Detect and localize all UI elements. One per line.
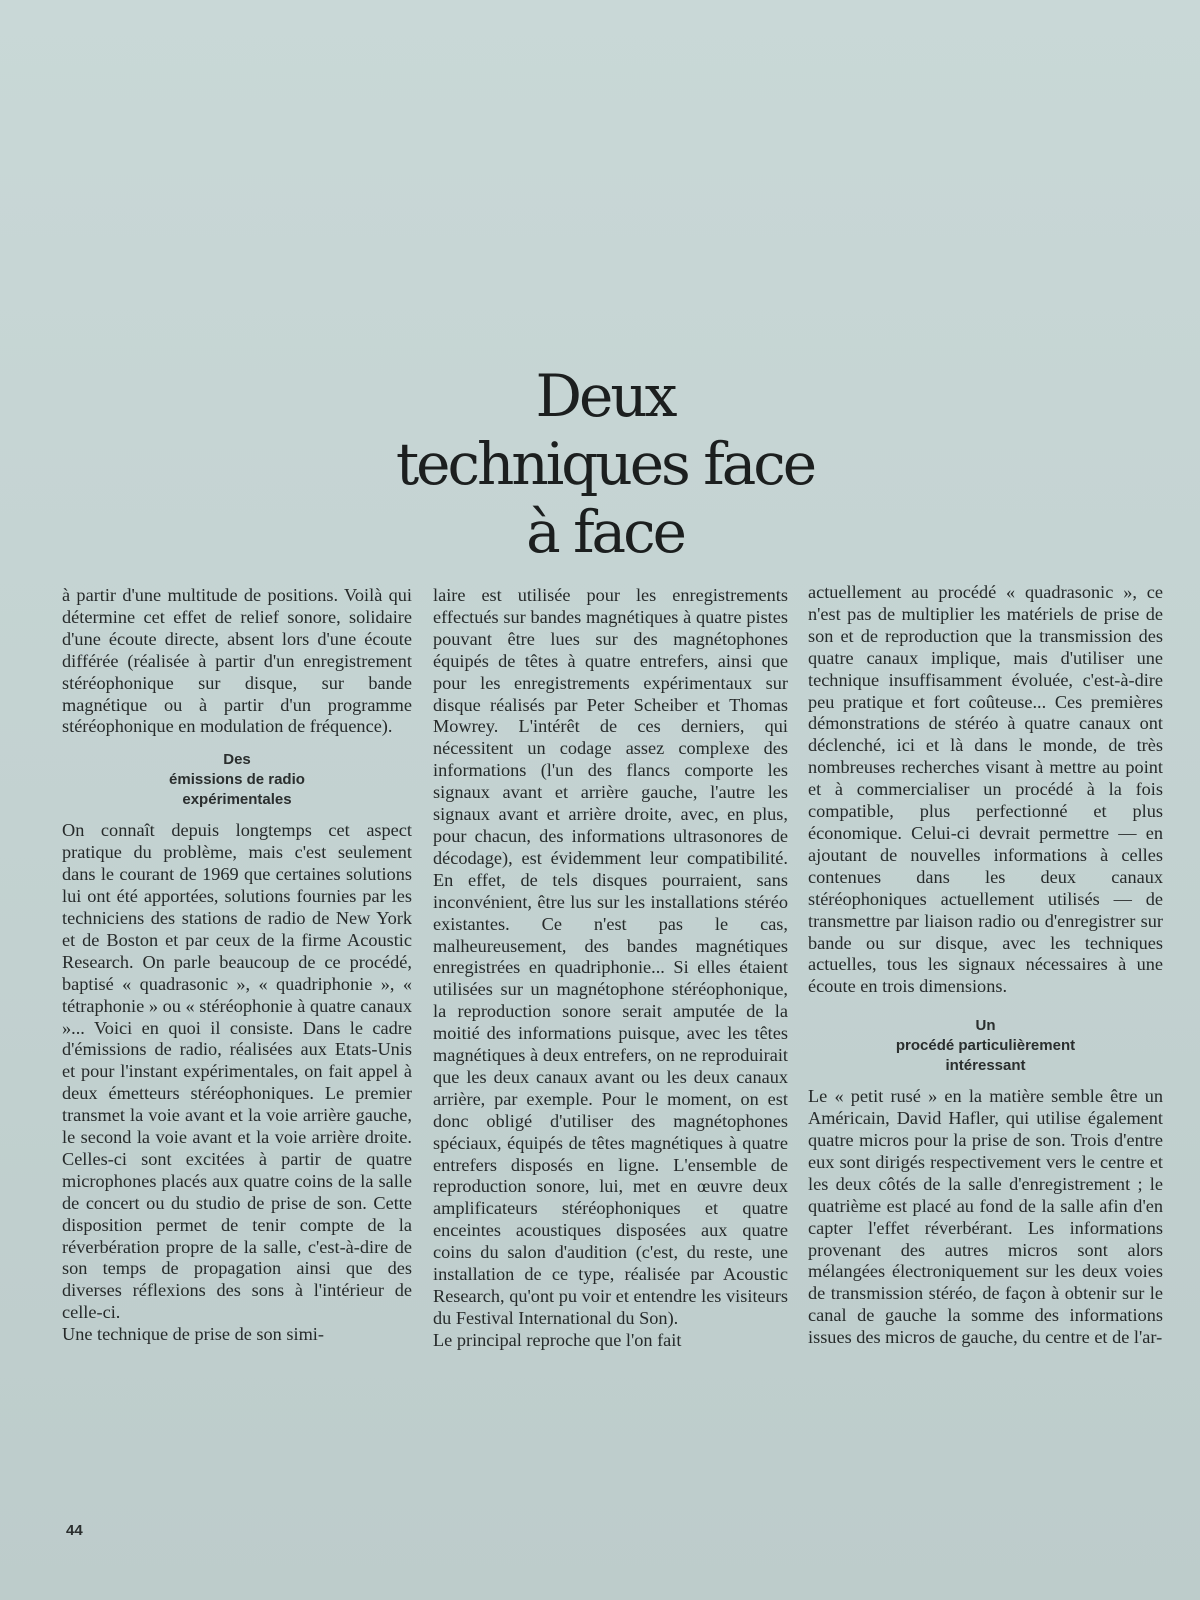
column-2-paragraph-1: laire est utilisée pour les enregistrements effectués sur bandes magnétiques à quatre pistes pouvant être lues sur des magnétophones équipés de têtes à quatre entrefers, ainsi que pour les enregistrements expérimentaux sur disque réalisés par Peter Scheiber et Thomas Mowrey. L'intérêt de ces derniers, qui nécessitent un codage assez complexe des informations (l'un des flancs comporte les signaux avant et arrière gauche, l'autre les signaux avant et arrière droite, avec, en plus, pour chacun, des informations ultrasonores de décodage), est évidemment leur compatibilité. En effet, de tels disques pourraient, sans inconvénient, être lus sur les installations stéréo existantes. Ce n'est pas le cas, malheureusement, des bandes magnétiques enregistrées en quadriphonie... Si elles étaient utilisées sur un magnétophone stéréophonique, la reproduction sonore serait amputée de la moitié des informations puisque, avec les têtes magnétiques à deux entrefers, on ne reproduirait que les deux canaux avant ou les deux canaux arrière, par exemple. Pour le moment, on est donc obligé d'utiliser des magnétophones spéciaux, équipés de têtes magnétiques à quatre entrefers disposés en ligne. L'ensemble de reproduction sonore, lui, met en œuvre deux amplificateurs stéréophoniques et quatre enceintes acoustiques disposées aux quatre coins du salon d'audition (c'est, du reste, une installation de ce type, réalisée par Acoustic Research, qu'ont pu voir et entendre les visiteurs du Festival International du Son). — [433, 585, 788, 1328]
page-number: 44 — [66, 1522, 83, 1539]
title-line-3: à face — [526, 498, 684, 566]
column-1-paragraph-2: On connaît depuis longtemps cet aspect pratique du problème, mais c'est seulement dans le courant de 1969 que certaines solutions lui ont été apportées, solutions fournies par les techniciens des stations de radio de New York et de Boston et par ceux de la firme Acoustic Research. On parle beaucoup de ce procédé, baptisé « quadrasonic », « quadriphonie », « tétraphonie » ou « stéréophonie à quatre canaux »... Voici en quoi il consiste. Dans le cadre d'émissions de radio, réalisées aux Etats-Unis et pour l'instant expérimentales, on fait appel à deux émetteurs stéréophoniques. Le premier transmet la voie avant et la voie arrière gauche, le second la voie avant et la voie arrière droite. Celles-ci sont excitées à partir de quatre microphones placés aux quatre coins de la salle de concert ou du studio de prise de son. Cette disposition permet de tenir compte de la réverbération propre de la salle, c'est-à-dire de son temps de propagation ainsi que des diverses réflexions des sons à l'intérieur de celle-ci. — [62, 820, 412, 1323]
article-title — [380, 362, 830, 566]
section-heading-line-2: émissions de radio — [169, 771, 305, 789]
text-column-3 — [808, 582, 1163, 1349]
text-column-2 — [433, 585, 788, 1352]
column-2-paragraph-2: Le principal reproche que l'on fait — [433, 1329, 682, 1350]
text-column-1 — [62, 585, 412, 1346]
section-heading-line-2: procédé particulièrement — [895, 1037, 1076, 1055]
column-3-paragraph-2: Le « petit rusé » en la matière semble être un Américain, David Hafler, qui utilise également quatre micros pour la prise de son. Trois d'entre eux sont dirigés respectivement vers le centre et les deux côtés de la salle d'enregistrement ; le quatrième est placé au fond de la salle afin d'en capter l'effet réverbérant. Les informations provenant des autres micros sont alors mélangées électroniquement sur les deux voies de transmission stéréo, de façon à obtenir sur le canal de gauche la somme des informations issues des micros de gauche, du centre et de l'ar- — [808, 1086, 1163, 1348]
section-heading-line-3: intéressant — [945, 1057, 1026, 1075]
column-1-paragraph-3: Une technique de prise de son simi- — [62, 1324, 324, 1345]
section-heading-line-1: Des — [223, 751, 251, 769]
title-line-2: techniques face — [395, 430, 815, 498]
section-heading-procede — [808, 1016, 1163, 1076]
column-3-paragraph-1: actuellement au procédé « quadrasonic », ce n'est pas de multiplier les matériels de prise de son et de reproduction que la transmission des quatre canaux implique, mais d'utiliser une technique insuffisamment évoluée, c'est-à-dire peu pratique et fort coûteuse... Ces premières démonstrations de stéréo à quatre canaux ont déclenché, ici et là dans le monde, de très nombreuses recherches visant à mettre au point et à commercialiser un procédé à la fois compatible, plus perfectionné et plus économique. Celui-ci devrait permettre — en ajoutant de nouvelles informations à celles contenues dans les deux canaux stéréophoniques actuellement utilisés — de transmettre par liaison radio ou d'enregistrer sur bande ou sur disque, avec les techniques actuelles, tous les signaux nécessaires à une écoute en trois dimensions. — [808, 582, 1163, 997]
section-heading-line-3: expérimentales — [182, 791, 292, 809]
section-heading-line-1: Un — [975, 1017, 996, 1035]
column-1-paragraph-1: à partir d'une multitude de positions. Voilà qui détermine cet effet de relief sonore, solidaire d'une écoute directe, absent lors d'une écoute différée (réalisée à partir d'un enregistrement stéréophonique sur disque, sur bande magnétique ou à partir d'un programme stéréophonique en modulation de fréquence). — [62, 585, 412, 737]
title-line-1: Deux — [535, 362, 675, 430]
section-heading-radio — [62, 750, 412, 810]
